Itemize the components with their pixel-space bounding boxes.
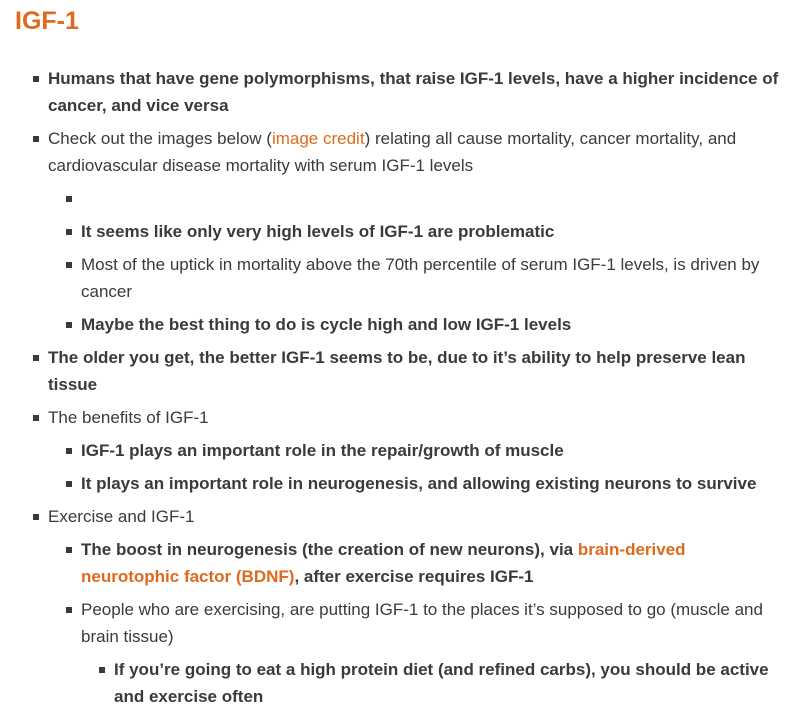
- list-item: [81, 470, 788, 497]
- square-bullet-icon: [66, 607, 72, 613]
- square-bullet-icon: [33, 514, 39, 520]
- nested-list: [81, 437, 788, 497]
- section-title: IGF-1: [15, 7, 79, 35]
- bdnf-link[interactable]: brain-derived neurotophic factor (BDNF): [81, 540, 686, 586]
- square-bullet-icon: [33, 136, 39, 142]
- list-item: [81, 251, 788, 305]
- square-bullet-icon: [66, 262, 72, 268]
- list-item: [81, 218, 788, 245]
- list-item-text-before: The boost in neurogenesis (the creation of new neurons), via: [81, 540, 578, 559]
- list-item: [48, 503, 788, 710]
- square-bullet-icon: [66, 547, 72, 553]
- square-bullet-icon: [66, 322, 72, 328]
- square-bullet-icon: [33, 415, 39, 421]
- list-item: [48, 65, 788, 119]
- list-item-text: Exercise and IGF-1: [48, 507, 195, 526]
- list-item: [81, 596, 788, 710]
- list-item-text-after: , after exercise requires IGF-1: [294, 567, 534, 586]
- square-bullet-icon: [66, 481, 72, 487]
- square-bullet-icon: [66, 229, 72, 235]
- square-bullet-icon: [66, 448, 72, 454]
- list-item: [114, 656, 788, 710]
- list-item: [81, 437, 788, 464]
- nested-list: [114, 656, 788, 710]
- list-item: [48, 344, 788, 398]
- square-bullet-icon: [33, 76, 39, 82]
- square-bullet-icon: [99, 667, 105, 673]
- list-item-text: Maybe the best thing to do is cycle high and low IGF-1 levels: [81, 315, 572, 334]
- list-item-empty: [81, 185, 788, 212]
- list-item: [81, 311, 788, 338]
- list-item-text: People who are exercising, are putting IGF-1 to the places it’s supposed to go (muscle and brain tissue): [81, 600, 763, 646]
- image-credit-link[interactable]: image credit: [271, 129, 365, 148]
- list-item: [48, 404, 788, 497]
- list-item-text: The benefits of IGF-1: [48, 408, 209, 427]
- list-item-text-before: Check out the images below (: [48, 129, 272, 148]
- bullet-list: [48, 65, 788, 716]
- list-item: [48, 125, 788, 338]
- nested-list: [81, 185, 788, 338]
- list-item-text: It seems like only very high levels of IGF-1 are problematic: [81, 222, 555, 241]
- list-item-text: The older you get, the better IGF-1 seems to be, due to it’s ability to help preserve lean tissue: [48, 348, 746, 394]
- list-item-text-after: ) relating all cause mortality, cancer mortality, and cardiovascular disease mortality with serum IGF-1 levels: [48, 129, 737, 175]
- nested-list: [81, 536, 788, 710]
- list-item-text: IGF-1 plays an important role in the repair/growth of muscle: [81, 441, 564, 460]
- list-item-text: Most of the uptick in mortality above the 70th percentile of serum IGF-1 levels, is driven by cancer: [81, 255, 760, 301]
- list-item-text: It plays an important role in neurogenesis, and allowing existing neurons to survive: [81, 474, 757, 493]
- list-item-text: Humans that have gene polymorphisms, that raise IGF-1 levels, have a higher incidence of cancer, and vice versa: [48, 69, 779, 115]
- list-item-text: If you’re going to eat a high protein diet (and refined carbs), you should be active and exercise often: [114, 660, 769, 706]
- square-bullet-icon: [33, 355, 39, 361]
- square-bullet-icon: [66, 196, 72, 202]
- list-item: [81, 536, 788, 590]
